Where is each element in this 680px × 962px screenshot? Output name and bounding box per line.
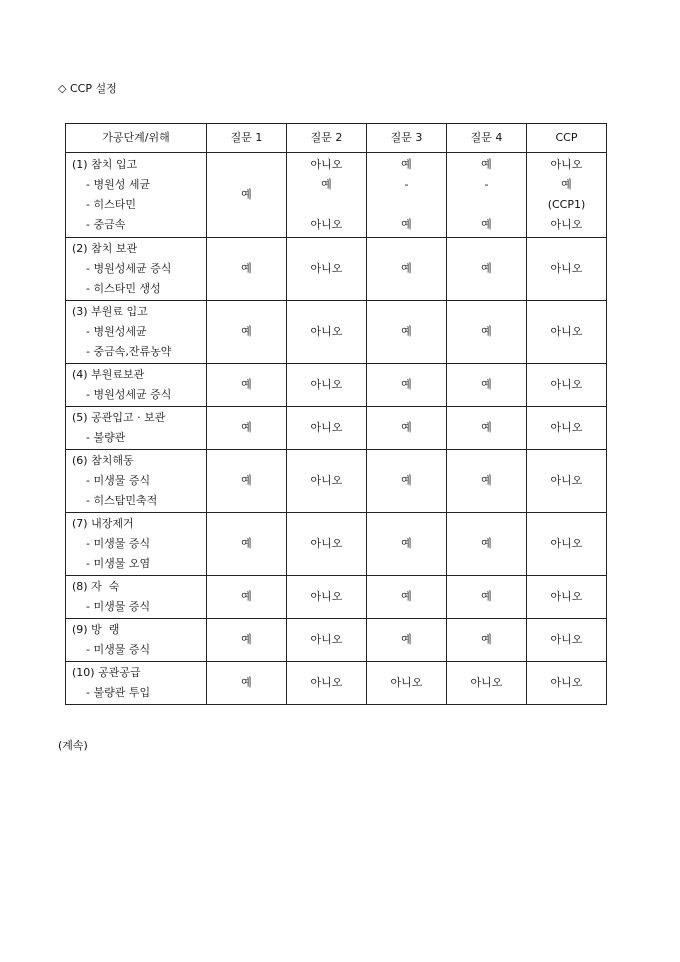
answer-line: 아니오 bbox=[310, 158, 343, 171]
hazard-item: - 병원성세균 bbox=[86, 325, 147, 338]
q4-answer: 예 bbox=[447, 301, 527, 364]
table-row bbox=[66, 513, 607, 576]
answer-line: 예 bbox=[321, 178, 332, 191]
q4-answer: 아니오 bbox=[447, 662, 527, 705]
step-title: (4) 부원료보관 bbox=[72, 368, 145, 381]
answer-line: - bbox=[484, 178, 489, 191]
q1-answer: 예 bbox=[207, 513, 287, 576]
q1-answer: 예 bbox=[207, 407, 287, 450]
ccp-answer bbox=[527, 153, 607, 238]
step-cell bbox=[66, 364, 207, 407]
table-row bbox=[66, 238, 607, 301]
section-title: ◇ CCP 설정 bbox=[58, 82, 117, 95]
table-row bbox=[66, 576, 607, 619]
ccp-answer: 아니오 bbox=[527, 450, 607, 513]
q3-answer: 예 bbox=[367, 238, 447, 301]
hazard-item: - 미생물 증식 bbox=[86, 537, 151, 550]
ccp-answer: 아니오 bbox=[527, 576, 607, 619]
q2-answer bbox=[287, 153, 367, 238]
hazard-item: - 히스탐민축적 bbox=[86, 494, 158, 507]
answer-line: 예 bbox=[401, 218, 412, 231]
ccp-determination-table bbox=[65, 123, 607, 705]
step-title: (2) 참치 보관 bbox=[72, 242, 138, 255]
step-cell bbox=[66, 662, 207, 705]
ccp-answer: 아니오 bbox=[527, 407, 607, 450]
answer-line: - bbox=[404, 178, 409, 191]
hazard-item: - 히스타민 bbox=[86, 198, 136, 211]
header-step: 가공단계/위해 bbox=[66, 124, 207, 153]
step-title: (6) 참치해동 bbox=[72, 454, 134, 467]
table-header-row bbox=[66, 124, 607, 153]
q3-answer: 예 bbox=[367, 364, 447, 407]
header-q3: 질문 3 bbox=[367, 124, 447, 153]
q2-answer: 아니오 bbox=[287, 619, 367, 662]
q2-answer: 아니오 bbox=[287, 576, 367, 619]
table-row bbox=[66, 619, 607, 662]
answer-line: 예 bbox=[481, 218, 492, 231]
table-row bbox=[66, 450, 607, 513]
q1-answer: 예 bbox=[207, 364, 287, 407]
answer-line: 아니오 bbox=[550, 158, 583, 171]
header-ccp: CCP bbox=[527, 124, 607, 153]
q1-answer: 예 bbox=[207, 450, 287, 513]
answer-line: 예 bbox=[401, 158, 412, 171]
q1-answer: 예 bbox=[207, 153, 287, 238]
hazard-item: - 불량관 bbox=[86, 431, 126, 444]
step-title: (1) 참치 입고 bbox=[72, 158, 138, 171]
step-title: (7) 내장제거 bbox=[72, 517, 134, 530]
q1-answer: 예 bbox=[207, 238, 287, 301]
table-row bbox=[66, 301, 607, 364]
q4-answer: 예 bbox=[447, 450, 527, 513]
q4-answer: 예 bbox=[447, 238, 527, 301]
q3-answer: 예 bbox=[367, 407, 447, 450]
hazard-item: - 중금속 bbox=[86, 218, 126, 231]
header-q1: 질문 1 bbox=[207, 124, 287, 153]
hazard-item: - 병원성 세균 bbox=[86, 178, 151, 191]
step-title: (8) 자 숙 bbox=[72, 580, 120, 593]
step-cell bbox=[66, 619, 207, 662]
hazard-item: - 미생물 증식 bbox=[86, 474, 151, 487]
step-cell bbox=[66, 450, 207, 513]
q3-answer: 아니오 bbox=[367, 662, 447, 705]
step-cell bbox=[66, 153, 207, 238]
step-cell bbox=[66, 576, 207, 619]
answer-line: 아니오 bbox=[550, 218, 583, 231]
q3-answer: 예 bbox=[367, 619, 447, 662]
q2-answer: 아니오 bbox=[287, 662, 367, 705]
ccp-answer: 아니오 bbox=[527, 364, 607, 407]
q4-answer: 예 bbox=[447, 513, 527, 576]
answer-line bbox=[367, 195, 446, 215]
step-title: (9) 방 랭 bbox=[72, 623, 120, 636]
step-cell bbox=[66, 513, 207, 576]
q3-answer: 예 bbox=[367, 576, 447, 619]
q4-answer: 예 bbox=[447, 619, 527, 662]
hazard-item: - 중금속,잔류농약 bbox=[86, 345, 172, 358]
answer-line: 예 bbox=[561, 178, 572, 191]
header-q4: 질문 4 bbox=[447, 124, 527, 153]
ccp-answer: 아니오 bbox=[527, 662, 607, 705]
hazard-item: - 미생물 증식 bbox=[86, 643, 151, 656]
q1-answer: 예 bbox=[207, 619, 287, 662]
q2-answer: 아니오 bbox=[287, 301, 367, 364]
table-row bbox=[66, 407, 607, 450]
answer-line: 아니오 bbox=[310, 218, 343, 231]
ccp-answer: 아니오 bbox=[527, 619, 607, 662]
step-title: (10) 공관공급 bbox=[72, 666, 141, 679]
step-cell bbox=[66, 407, 207, 450]
q3-answer: 예 bbox=[367, 450, 447, 513]
q1-answer: 예 bbox=[207, 301, 287, 364]
answer-line: (CCP1) bbox=[547, 198, 586, 211]
answer-line: 예 bbox=[481, 158, 492, 171]
hazard-item: - 병원성세균 증식 bbox=[86, 262, 172, 275]
q2-answer: 아니오 bbox=[287, 364, 367, 407]
header-q2: 질문 2 bbox=[287, 124, 367, 153]
q3-answer: 예 bbox=[367, 301, 447, 364]
q2-answer: 아니오 bbox=[287, 450, 367, 513]
ccp-answer: 아니오 bbox=[527, 513, 607, 576]
table-row bbox=[66, 153, 607, 238]
q4-answer: 예 bbox=[447, 364, 527, 407]
answer-line bbox=[287, 195, 366, 215]
step-cell bbox=[66, 301, 207, 364]
step-title: (3) 부원료 입고 bbox=[72, 305, 148, 318]
ccp-answer: 아니오 bbox=[527, 238, 607, 301]
q4-answer bbox=[447, 153, 527, 238]
hazard-item: - 히스타민 생성 bbox=[86, 282, 161, 295]
q4-answer: 예 bbox=[447, 407, 527, 450]
continued-note: (계속) bbox=[58, 739, 88, 752]
answer-line bbox=[447, 195, 526, 215]
step-title: (5) 공관입고 · 보관 bbox=[72, 411, 166, 424]
step-cell bbox=[66, 238, 207, 301]
q2-answer: 아니오 bbox=[287, 238, 367, 301]
q1-answer: 예 bbox=[207, 576, 287, 619]
q3-answer: 예 bbox=[367, 513, 447, 576]
q2-answer: 아니오 bbox=[287, 407, 367, 450]
table-row bbox=[66, 662, 607, 705]
q2-answer: 아니오 bbox=[287, 513, 367, 576]
hazard-item: - 미생물 오염 bbox=[86, 557, 151, 570]
hazard-item: - 병원성세균 증식 bbox=[86, 388, 172, 401]
ccp-answer: 아니오 bbox=[527, 301, 607, 364]
hazard-item: - 미생물 증식 bbox=[86, 600, 151, 613]
q1-answer: 예 bbox=[207, 662, 287, 705]
hazard-item: - 불량관 투입 bbox=[86, 686, 151, 699]
table-row bbox=[66, 364, 607, 407]
q4-answer: 예 bbox=[447, 576, 527, 619]
q3-answer bbox=[367, 153, 447, 238]
